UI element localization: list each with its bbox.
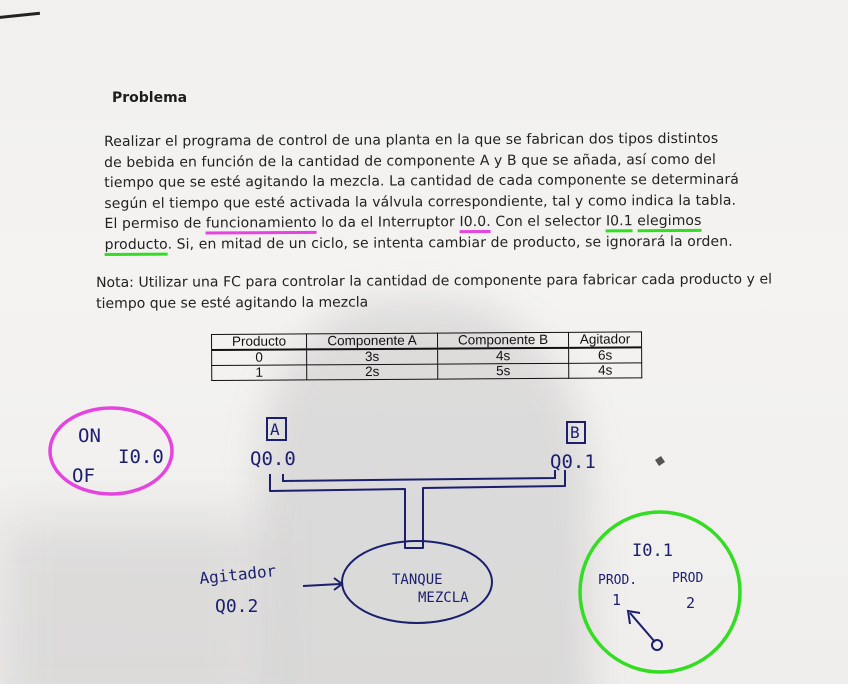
column-header: Componente B — [437, 332, 568, 348]
text-run: Con el selector — [490, 213, 606, 230]
highlighted-elegimos: elegimos — [637, 213, 701, 232]
highlighted-producto: producto — [105, 236, 168, 255]
highlighted-i00: I0.0. — [459, 214, 490, 233]
mixer-label: Agitador — [198, 561, 278, 588]
column-header: Producto — [212, 334, 307, 350]
table-cell: 4s — [438, 348, 569, 364]
mixer-output: Q0.2 — [215, 596, 259, 617]
statement-line: tiempo que se esté agitando la mezcla. La cantidad de cada componente se determinará — [104, 171, 740, 191]
selector-pointer — [630, 613, 655, 642]
column-header: Componente A — [307, 333, 438, 349]
ink-scribble — [655, 456, 665, 466]
highlighted-i01: I0.1 — [606, 213, 633, 232]
column-header: Agitador — [568, 332, 641, 348]
switch-on-label: ON — [78, 425, 101, 447]
product-2-label: PROD — [672, 571, 704, 586]
table-cell: 1 — [212, 365, 307, 381]
statement-line: según el tiempo que esté activada la válvula correspondiente, tal y como indica la tabla. — [104, 192, 737, 212]
pipe-inner — [283, 470, 555, 481]
valve-b-letter: B — [570, 423, 580, 442]
table-cell: 6s — [569, 347, 642, 363]
selector-input-label: I0.1 — [632, 541, 673, 561]
product-2-number: 2 — [686, 594, 696, 612]
valve-a-output: Q0.0 — [250, 448, 296, 470]
mixer-arrow — [303, 584, 340, 586]
text-run: . Si, en mitad de un ciclo, se intenta cambiar de producto, se ignorará la orden. — [167, 233, 733, 253]
text-run: El permiso de — [104, 215, 206, 232]
table-cell: 5s — [438, 363, 569, 379]
valve-a-letter: A — [270, 420, 280, 439]
table-cell: 0 — [212, 349, 307, 365]
valve-b-output: Q0.1 — [550, 451, 596, 473]
table-cell: 3s — [307, 349, 438, 365]
table-cell: 4s — [569, 363, 642, 378]
switch-off-label: OF — [72, 465, 95, 487]
tank-label-2: MEZCLA — [418, 590, 469, 606]
pipe-lines — [270, 470, 565, 548]
table-cell: 2s — [307, 364, 438, 380]
statement-line: Realizar el programa de control de una planta en la que se fabrican dos tipos distintos — [104, 130, 719, 150]
document-title: Problema — [112, 90, 188, 106]
highlighted-funcionamiento: funcionamiento — [206, 215, 317, 235]
product-1-label: PROD. — [598, 573, 638, 588]
selector-pivot — [652, 640, 662, 650]
tank-label-1: TANQUE — [392, 572, 443, 588]
statement-line: de bebida en función de la cantidad de componente A y B que se añada, así como del — [104, 151, 716, 171]
product-1-number: 1 — [612, 591, 622, 609]
note-paragraph: Nota: Utilizar una FC para controlar la cantidad de componente para fabricar cada producto y el tiempo que se esté agitando la mezcla — [96, 271, 773, 312]
switch-input-label: I0.0 — [118, 446, 164, 468]
text-run: lo da el Interruptor — [316, 214, 460, 231]
